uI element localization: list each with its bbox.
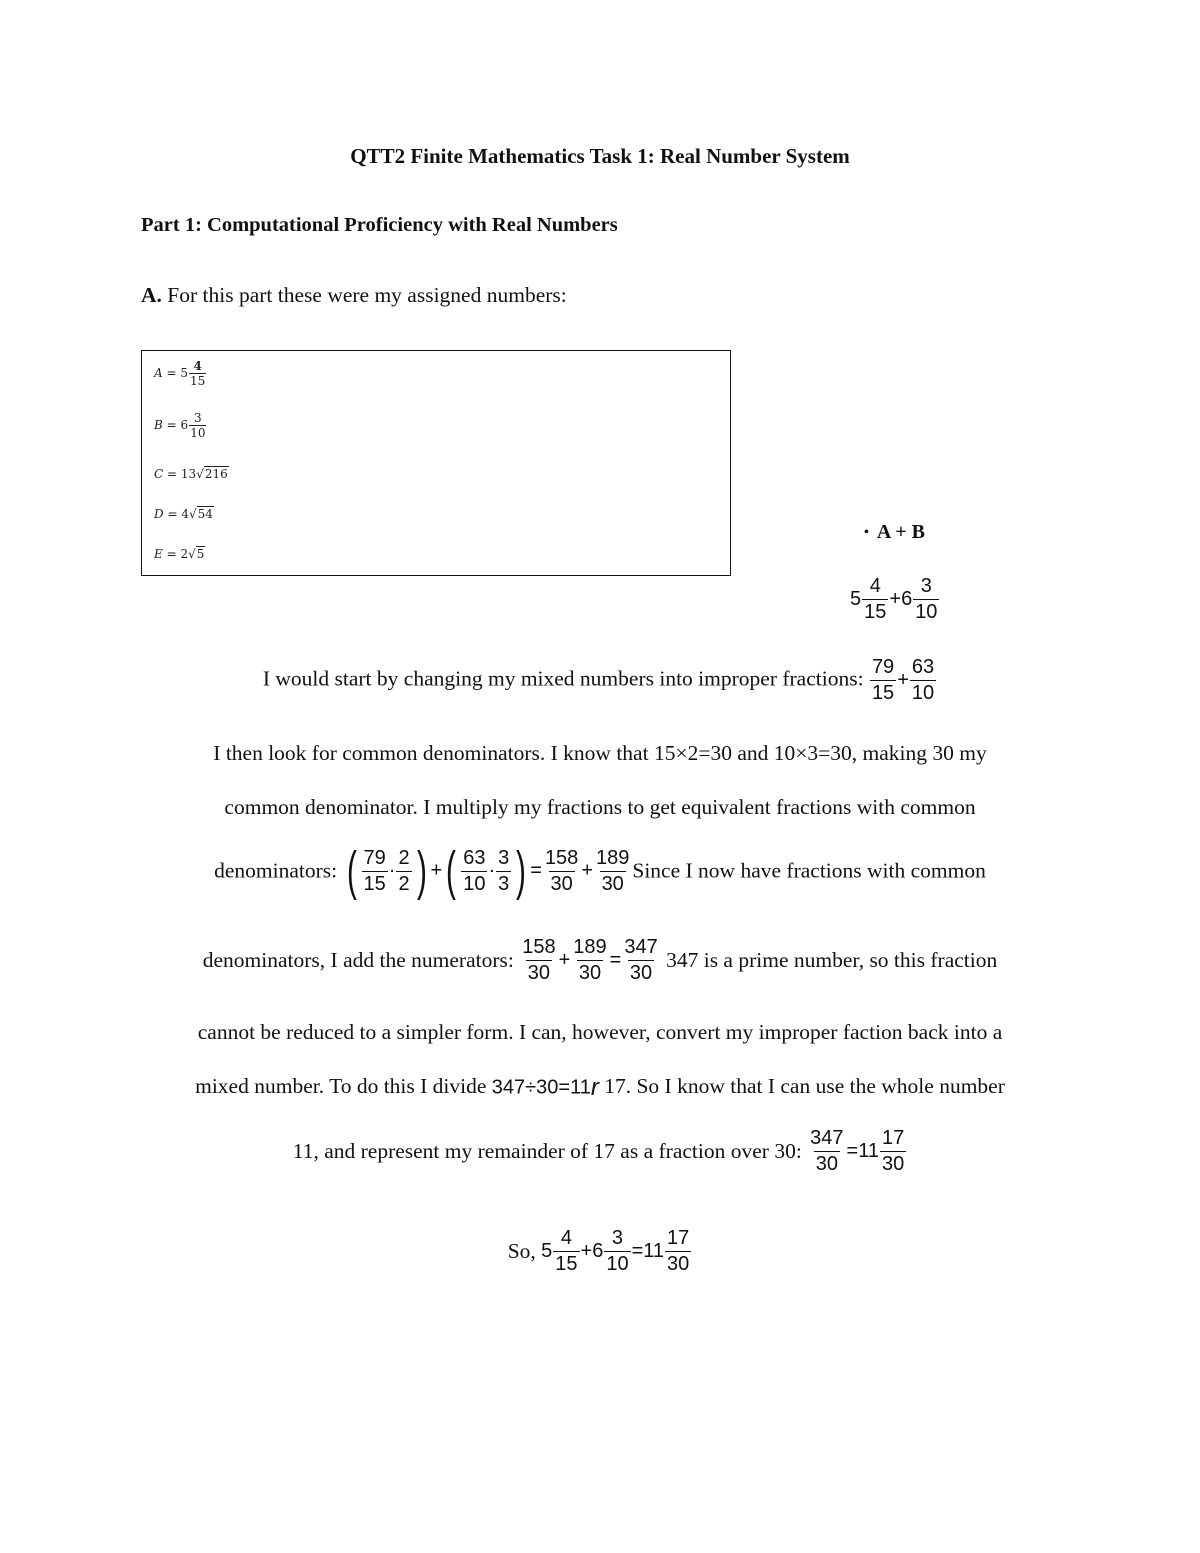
eq-b: = (166, 418, 177, 432)
line4-eq: = (530, 859, 542, 882)
line5-prefix: denominators, I add the numerators: (202, 948, 514, 972)
part-heading: Part 1: Computational Proficiency with Real Numbers (141, 214, 618, 236)
line1-d1: 15 (871, 682, 895, 704)
line4-d-n: 3 (498, 846, 510, 869)
line4-b-d: 2 (398, 872, 410, 895)
line9-d3: 30 (667, 1253, 690, 1275)
line4-frac-r1 (543, 847, 580, 896)
line4-c-n: 63 (463, 846, 486, 869)
bullet-label: A + B (876, 521, 925, 543)
rparen-1: ) (416, 841, 427, 901)
expr-frac1 (862, 575, 888, 624)
line5-d3: 30 (629, 962, 653, 984)
coef-e: 2 (180, 547, 189, 561)
var-b: B (154, 418, 163, 432)
whole-b: 6 (180, 418, 189, 432)
line5-frac1 (520, 936, 557, 985)
line7-r: r (590, 1074, 599, 1102)
line9-w3: 11 (643, 1240, 665, 1262)
var-e: E (154, 547, 163, 561)
section-a-intro (141, 283, 567, 308)
lparen-1: ( (346, 841, 357, 901)
expr-d1: 15 (864, 601, 887, 623)
eq-a: = (166, 366, 177, 380)
bullet-a-plus-b (864, 521, 925, 544)
line-mixed-number (0, 1074, 1200, 1102)
line5-plus: + (558, 949, 571, 971)
line9-prefix: So, (507, 1239, 536, 1263)
line9-d1: 15 (555, 1253, 578, 1275)
line5-suffix: 347 is a prime number, so this fraction (666, 948, 998, 972)
expr-w1: 5 (850, 588, 862, 610)
coef-d: 4 (181, 507, 189, 521)
line4-r2-n: 189 (596, 846, 630, 869)
line1-frac1 (870, 656, 896, 705)
line9-d2: 10 (606, 1253, 629, 1275)
line8-text: 11, and represent my remainder of 17 as a fraction over 30: (292, 1139, 802, 1163)
var-d: D (154, 507, 164, 521)
line4-a-n: 79 (363, 846, 386, 869)
expr-frac2 (913, 575, 939, 624)
line1-text: I would start by changing my mixed numbers into improper fractions: (262, 666, 864, 691)
line4-r2-d: 30 (601, 872, 624, 895)
line4-frac-r2 (594, 847, 631, 896)
line7-post: 17. So I know that I can use the whole number (604, 1074, 1005, 1098)
expr-n1: 4 (869, 575, 881, 597)
expr-n2: 3 (920, 575, 932, 597)
line9-w2: 6 (592, 1240, 604, 1262)
line5-eq: = (609, 949, 622, 971)
line8-eq: = (846, 1140, 859, 1162)
line4-dot1: · (388, 859, 396, 882)
line8-frac2 (880, 1127, 906, 1176)
assigned-c (154, 467, 229, 481)
line4-dot2: · (488, 859, 496, 882)
line8-w: 11 (858, 1140, 879, 1162)
line8-d2: 30 (882, 1153, 905, 1175)
assigned-b (154, 411, 206, 440)
assigned-e (154, 547, 205, 561)
line5-frac3 (622, 936, 659, 985)
den-a: 15 (190, 374, 206, 388)
num-a: 4 (193, 359, 202, 373)
line-common-denominators: I then look for common denominators. I know that 15×2=30 and 10×3=30, making 30 my (213, 741, 987, 765)
line9-frac3 (665, 1227, 691, 1276)
line5-n2: 189 (573, 936, 607, 958)
line-final-result (0, 1227, 1200, 1276)
den-b: 10 (190, 426, 206, 440)
line8-d1: 30 (815, 1153, 838, 1175)
line8-n1: 347 (810, 1127, 844, 1149)
line1-n1: 79 (871, 656, 895, 678)
rparen-2: ) (516, 841, 527, 901)
line1-d2: 10 (911, 682, 935, 704)
line4-suffix: Since I now have fractions with common (632, 858, 986, 883)
var-c: C (154, 467, 164, 481)
expr-plus: + (889, 588, 902, 610)
line7-math: 347÷30=11 (491, 1076, 591, 1099)
line9-frac1 (553, 1227, 579, 1276)
line1-plus: + (897, 669, 909, 691)
line4-d-d: 3 (498, 872, 510, 895)
sqrt-e-icon: √ (188, 547, 196, 561)
frac-a (189, 359, 206, 388)
line-multiply-fractions: common denominator. I multiply my fractions to get equivalent fractions with common (224, 795, 976, 819)
line9-plus: + (580, 1240, 593, 1262)
section-a-text: For this part these were my assigned numbers: (167, 283, 567, 307)
frac-b (189, 411, 206, 440)
line9-n1: 4 (560, 1227, 572, 1249)
line4-b-n: 2 (398, 846, 410, 869)
assigned-a (154, 359, 206, 388)
line4-a-d: 15 (363, 872, 386, 895)
line4-c-d: 10 (463, 872, 486, 895)
whole-a: 5 (180, 366, 189, 380)
line5-d1: 30 (527, 962, 551, 984)
line4-frac-d (496, 847, 511, 896)
line4-frac-b (396, 847, 411, 896)
expr-d2: 10 (915, 601, 938, 623)
line8-n2: 17 (882, 1127, 905, 1149)
line4-r1-d: 30 (550, 872, 573, 895)
line-remainder-fraction (0, 1127, 1200, 1176)
sqrt-d-icon: √ (188, 507, 197, 521)
line4-r1-n: 158 (544, 846, 579, 869)
expr-a-plus-b (850, 575, 940, 624)
line5-d2: 30 (578, 962, 602, 984)
coef-c: 13 (180, 467, 197, 481)
lparen-2: ( (446, 841, 457, 901)
var-a: A (154, 366, 163, 380)
line-equivalent-fractions (0, 841, 1200, 901)
line9-n3: 17 (667, 1227, 690, 1249)
line9-n2: 3 (611, 1227, 624, 1249)
line-cannot-reduce: cannot be reduced to a simpler form. I can, however, convert my improper faction back into a (197, 1020, 1003, 1044)
line5-frac2 (571, 936, 608, 985)
eq-d: = (167, 507, 178, 521)
line5-n3: 347 (624, 936, 658, 958)
line1-frac2 (910, 656, 936, 705)
line9-eq: = (631, 1240, 644, 1262)
section-a-label: A. (141, 283, 162, 307)
line9-w1: 5 (541, 1240, 553, 1262)
line5-n1: 158 (522, 936, 556, 958)
radicand-e: 5 (196, 547, 205, 561)
line-add-numerators (0, 936, 1200, 985)
line4-prefix: denominators: (214, 858, 338, 883)
radicand-c: 216 (204, 467, 228, 481)
document-title: QTT2 Finite Mathematics Task 1: Real Number System (350, 144, 850, 168)
sqrt-c-icon: √ (196, 467, 204, 481)
line9-frac2 (604, 1227, 630, 1276)
assigned-numbers-box (141, 350, 731, 576)
line4-plus2: + (581, 859, 593, 882)
line8-frac1 (808, 1127, 845, 1176)
line4-plus: + (430, 859, 443, 882)
line7-pre: mixed number. To do this I divide (195, 1074, 487, 1098)
line4-frac-a (362, 847, 388, 896)
bullet-icon: • (864, 525, 869, 541)
line1-n2: 63 (911, 656, 935, 678)
assigned-d (154, 507, 214, 521)
line-improper-fractions (0, 656, 1200, 705)
eq-c: = (167, 467, 178, 481)
line4-frac-c (461, 847, 487, 896)
num-b: 3 (194, 411, 202, 425)
eq-e: = (166, 547, 177, 561)
radicand-d: 54 (197, 507, 213, 521)
expr-w2: 6 (901, 588, 913, 610)
